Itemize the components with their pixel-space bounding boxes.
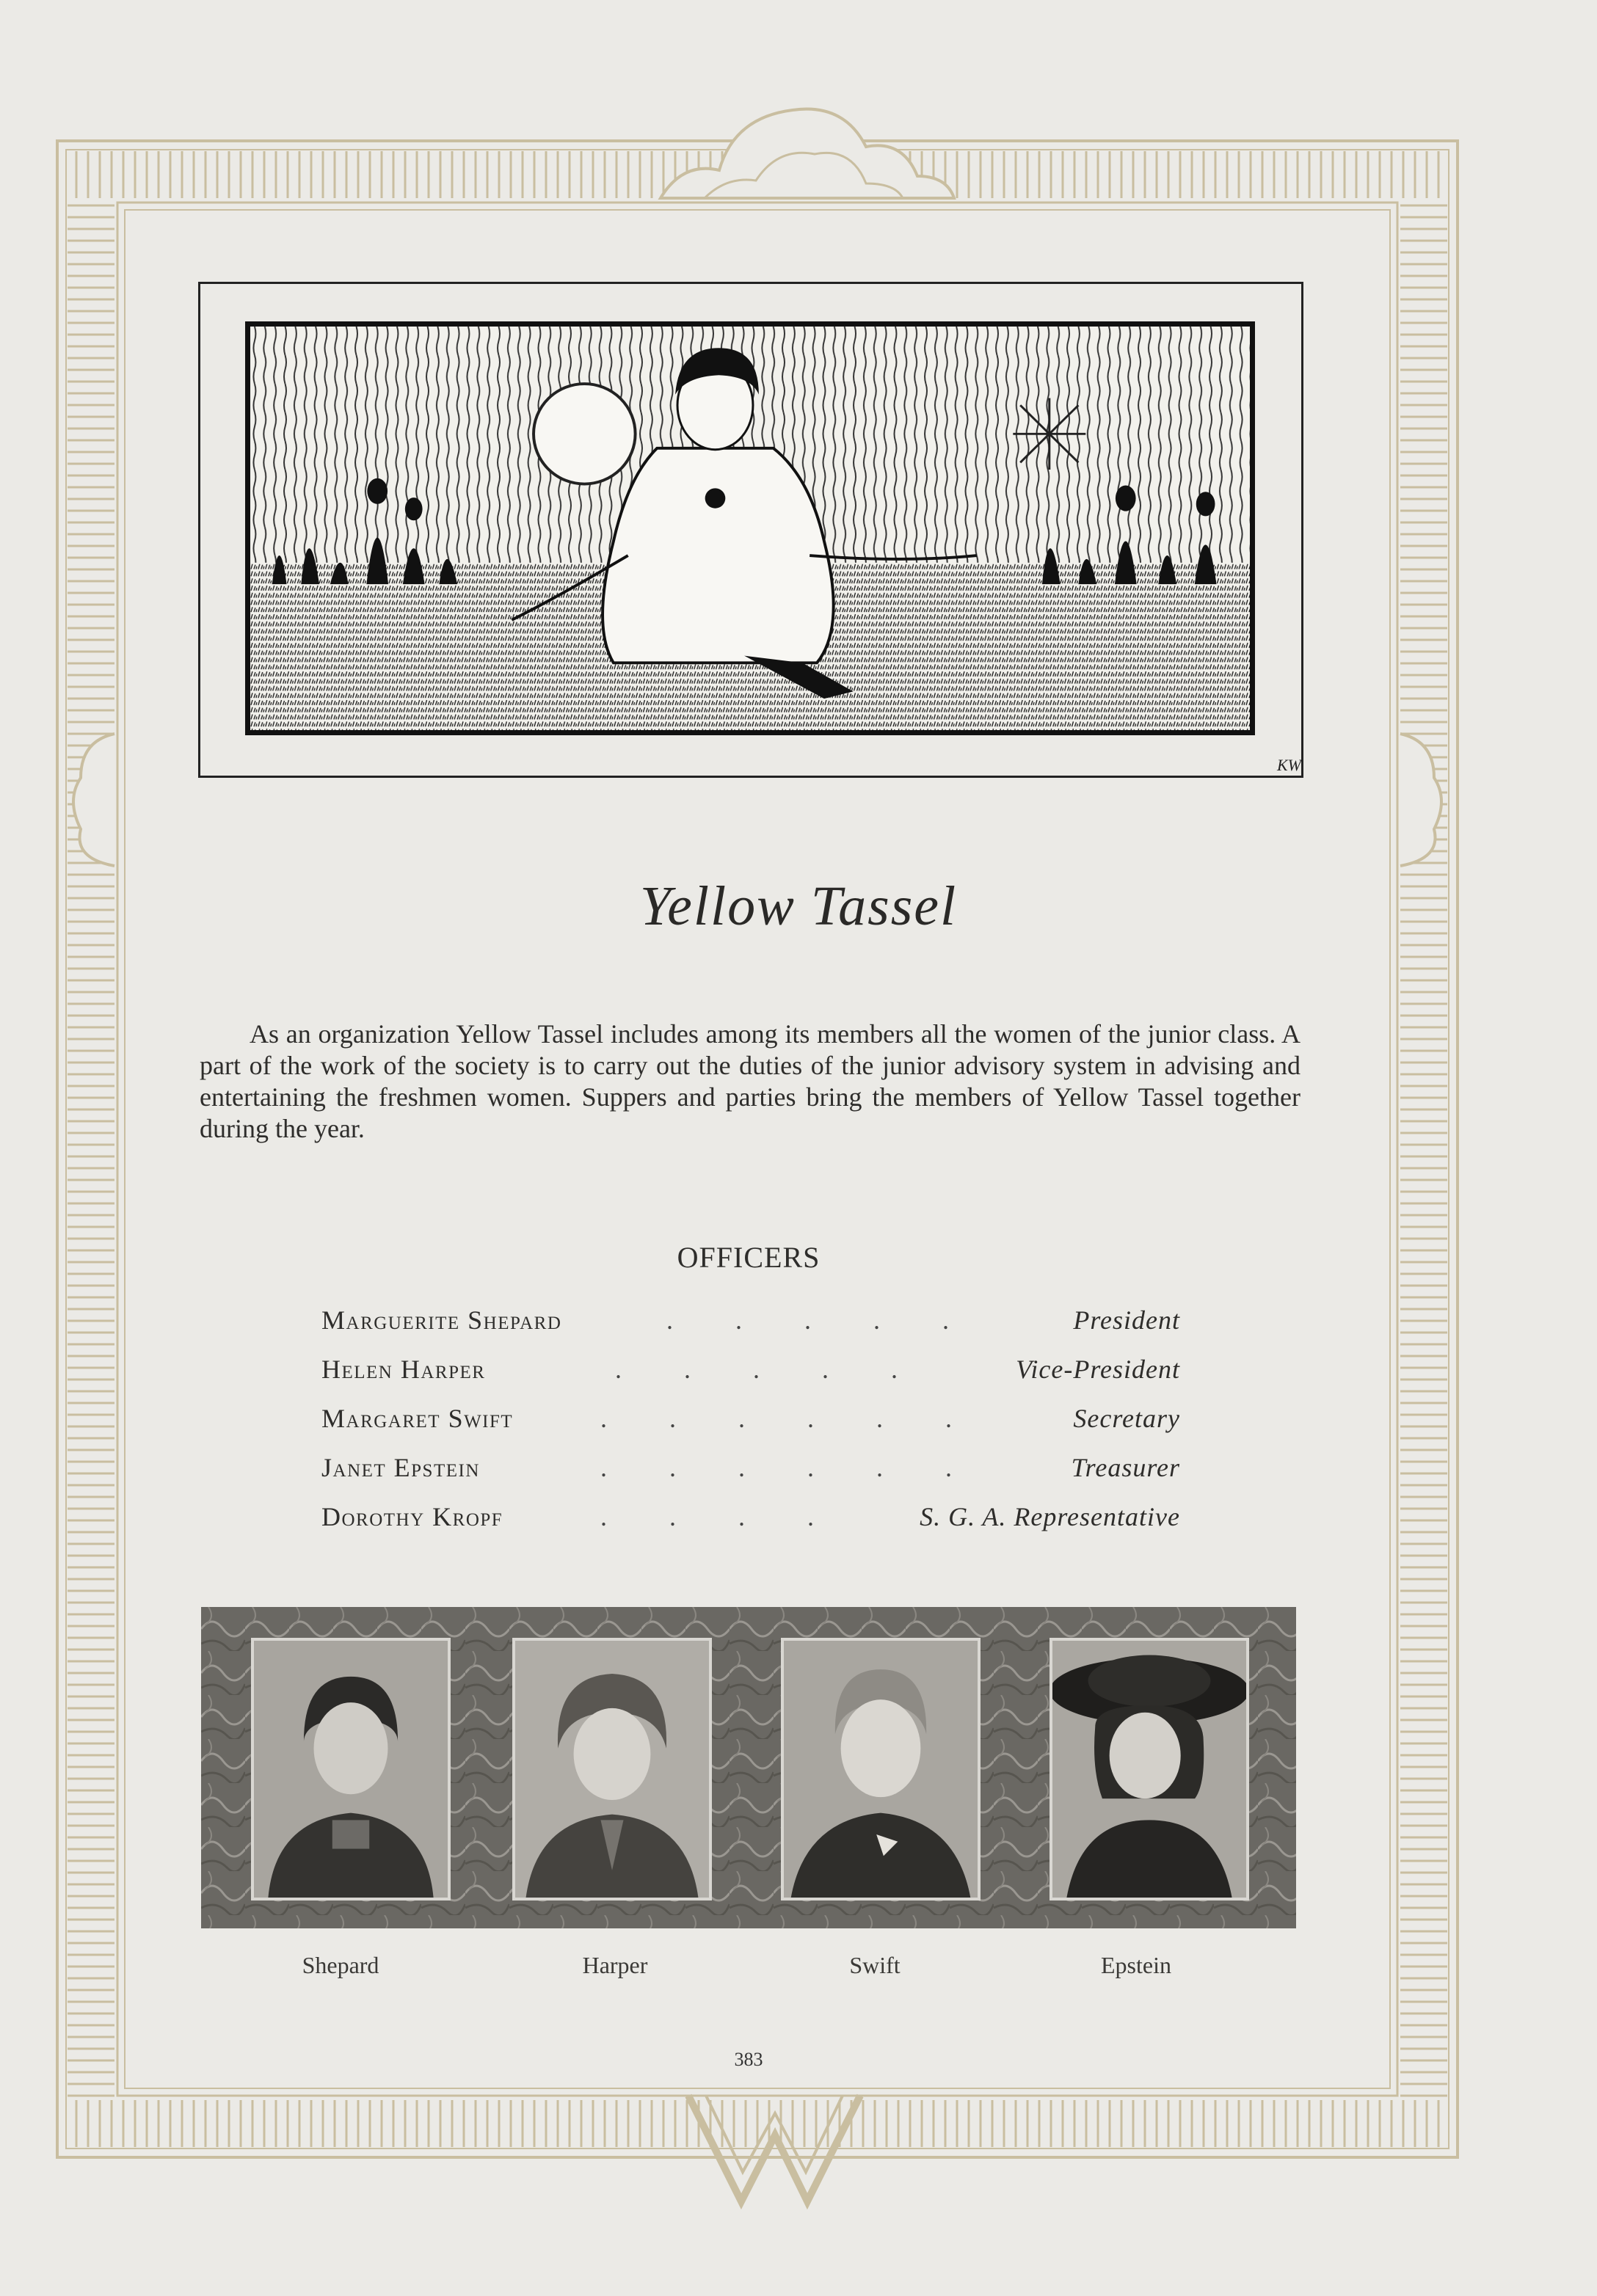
portrait-strip (201, 1607, 1296, 1928)
officer-name: Margaret Swift (321, 1404, 514, 1433)
leader-dots: . . . . . (615, 1355, 925, 1384)
artist-signature: KW (1277, 756, 1301, 774)
portrait-caption: Epstein (1101, 1952, 1171, 1978)
portrait-caption: Harper (582, 1952, 648, 1978)
officer-row (321, 1354, 1180, 1403)
officer-role: President (1073, 1305, 1180, 1335)
page-title: Yellow Tassel (639, 875, 958, 937)
portrait-photo (512, 1638, 712, 1900)
portrait-photo (1049, 1638, 1249, 1900)
portrait-caption: Swift (849, 1952, 901, 1978)
officer-row (321, 1452, 1180, 1501)
officer-row (321, 1403, 1180, 1452)
officer-role: Treasurer (1071, 1453, 1180, 1482)
officer-role: S. G. A. Representative (920, 1502, 1180, 1531)
officer-row (321, 1305, 1180, 1354)
portrait-caption: Shepard (302, 1952, 379, 1978)
officers-list (321, 1305, 1180, 1550)
officer-name: Dorothy Kropf (321, 1502, 503, 1531)
description-paragraph: As an organization Yellow Tassel includes among its members all the women of the junior class. A part of the work of the society is to carry out the duties of the junior advisory system in advising and entertaining the freshmen women. Suppers and parties bring the members of Yellow Tassel together during the year. (200, 1019, 1300, 1143)
officer-role: Vice-President (1016, 1355, 1180, 1384)
portrait-photo (251, 1638, 451, 1900)
page-number: 383 (734, 2049, 763, 2070)
officer-name: Marguerite Shepard (321, 1305, 562, 1335)
portrait-photo (781, 1638, 981, 1900)
officer-row (321, 1501, 1180, 1550)
officer-name: Helen Harper (321, 1355, 486, 1384)
leader-dots: . . . . . . (600, 1404, 980, 1433)
officer-name: Janet Epstein (321, 1453, 480, 1482)
leader-dots: . . . . . . (600, 1453, 980, 1482)
header-illustration (245, 321, 1255, 735)
leader-dots: . . . . . (666, 1305, 977, 1335)
officers-heading: OFFICERS (677, 1241, 821, 1274)
officer-role: Secretary (1073, 1404, 1180, 1433)
leader-dots: . . . . (600, 1502, 842, 1531)
